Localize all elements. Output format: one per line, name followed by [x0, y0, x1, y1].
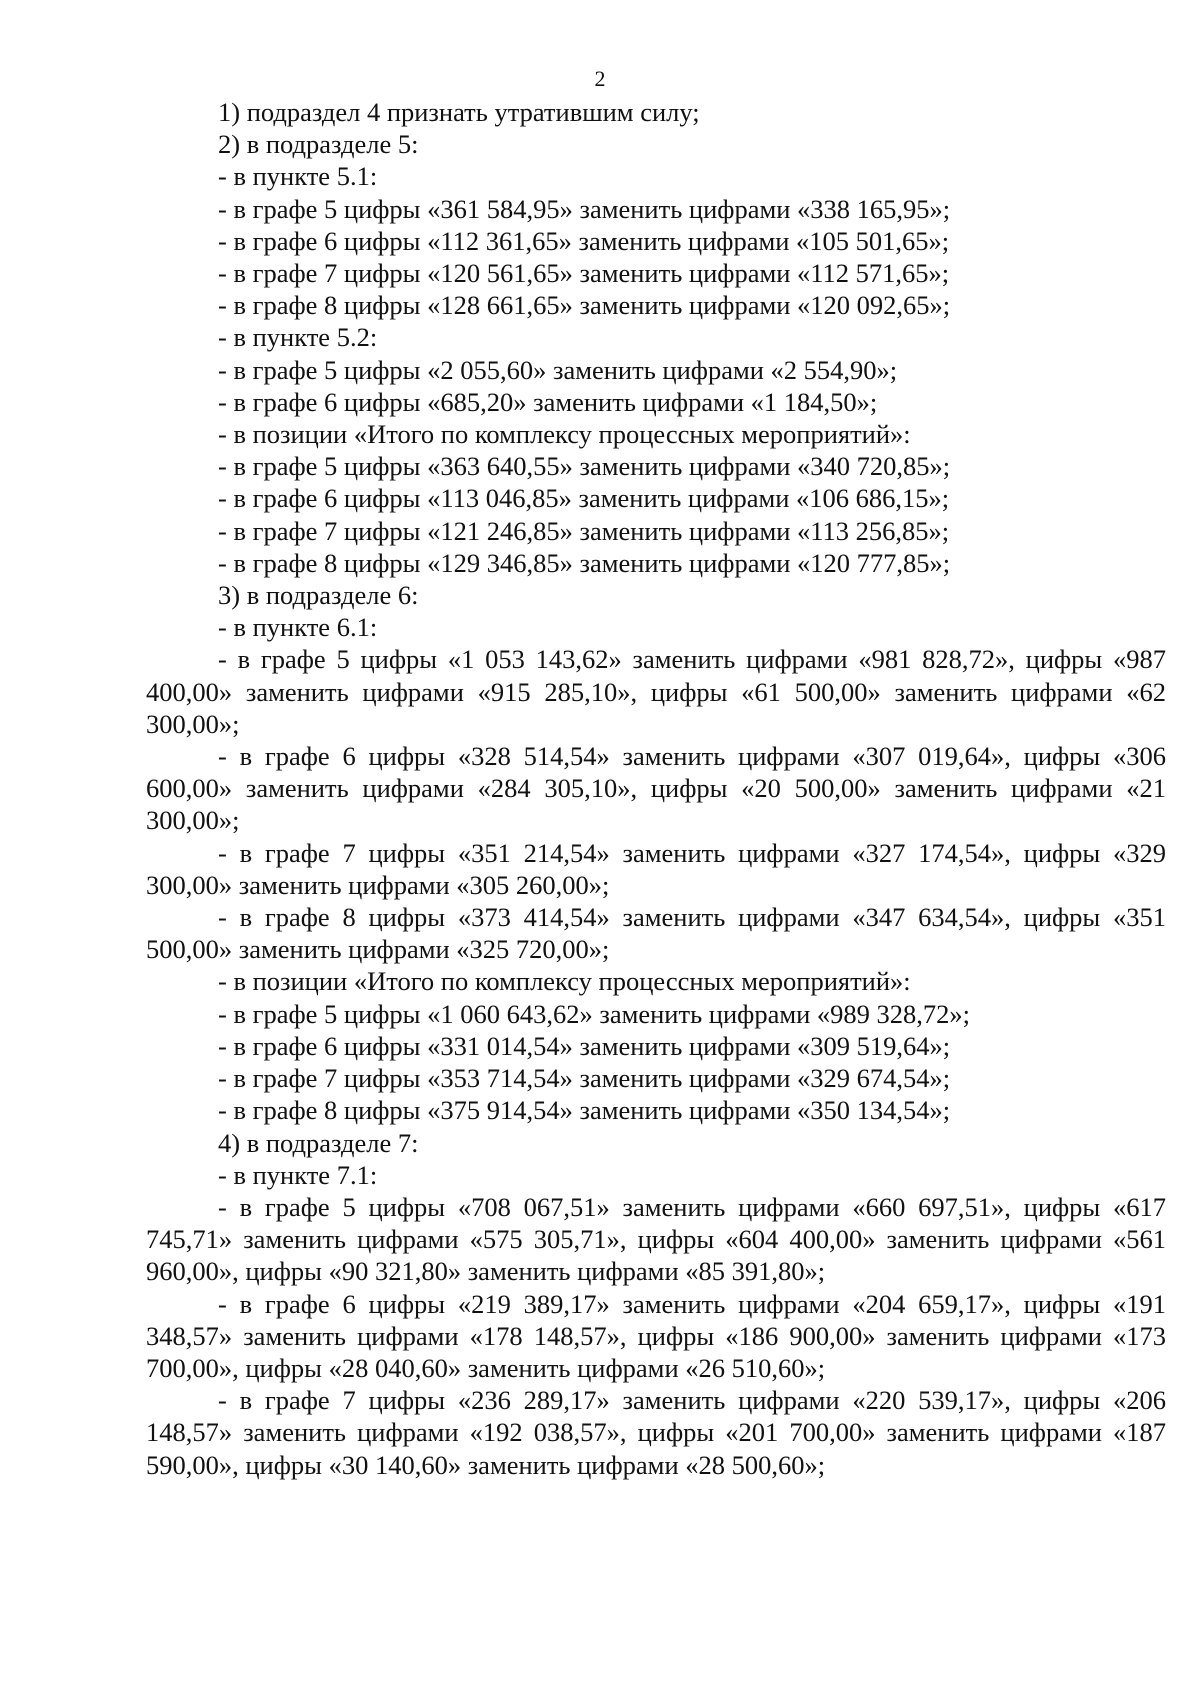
item-2-subsection-5: 2) в подразделе 5: — [218, 129, 419, 160]
clause-6-1-column-5: - в графе 5 цифры «1 053 143,62» заменить цифрами «981 828,72», цифры «987 400,00» заменить цифрами «915 285,10», цифры «61 500,00» заменить цифрами «62 300,00»; — [146, 644, 1166, 739]
clause-7-1-column-6: - в графе 6 цифры «219 389,17» заменить цифрами «204 659,17», цифры «191 348,57» заменить цифрами «178 148,57», цифры «186 900,00» заменить цифрами «173 700,00», цифры «28 040,60» заменить цифрами «26 510,60»; — [146, 1288, 1166, 1383]
total-5-column-8: - в графе 8 цифры «129 346,85» заменить цифрами «120 777,85»; — [218, 547, 951, 578]
clause-5-2-column-6: - в графе 6 цифры «685,20» заменить цифрами «1 184,50»; — [218, 386, 878, 417]
document-body — [146, 96, 1166, 1481]
clause-5-1-column-8: - в графе 8 цифры «128 661,65» заменить цифрами «120 092,65»; — [218, 290, 951, 321]
total-5-column-6: - в графе 6 цифры «113 046,85» заменить цифрами «106 686,15»; — [218, 483, 950, 514]
page-number: 2 — [594, 66, 606, 91]
clause-5-1-column-6: - в графе 6 цифры «112 361,65» заменить цифрами «105 501,65»; — [218, 225, 950, 256]
clause-5-1: - в пункте 5.1: — [218, 161, 378, 192]
total-position-6: - в позиции «Итого по комплексу процессных мероприятий»: — [218, 966, 911, 997]
item-4-subsection-7: 4) в подразделе 7: — [218, 1127, 419, 1158]
clause-6-1: - в пункте 6.1: — [218, 612, 378, 643]
total-6-column-8: - в графе 8 цифры «375 914,54» заменить цифрами «350 134,54»; — [218, 1095, 951, 1126]
clause-5-1-column-7: - в графе 7 цифры «120 561,65» заменить цифрами «112 571,65»; — [218, 258, 950, 289]
clause-6-1-column-7: - в графе 7 цифры «351 214,54» заменить цифрами «327 174,54», цифры «329 300,00» заменить цифрами «305 260,00»; — [146, 837, 1166, 900]
total-6-column-5: - в графе 5 цифры «1 060 643,62» заменить цифрами «989 328,72»; — [218, 998, 971, 1029]
clause-7-1-column-7: - в графе 7 цифры «236 289,17» заменить цифрами «220 539,17», цифры «206 148,57» заменить цифрами «192 038,57», цифры «201 700,00» заменить цифрами «187 590,00», цифры «30 140,60» заменить цифрами «28 500,60»; — [146, 1385, 1166, 1480]
clause-7-1: - в пункте 7.1: — [218, 1159, 378, 1190]
total-5-column-7: - в графе 7 цифры «121 246,85» заменить цифрами «113 256,85»; — [218, 515, 950, 546]
item-1-subsection-4: 1) подраздел 4 признать утратившим силу; — [218, 97, 700, 127]
total-6-column-7: - в графе 7 цифры «353 714,54» заменить цифрами «329 674,54»; — [218, 1063, 951, 1094]
clause-7-1-column-5: - в графе 5 цифры «708 067,51» заменить цифрами «660 697,51», цифры «617 745,71» заменить цифрами «575 305,71», цифры «604 400,00» заменить цифрами «561 960,00», цифры «90 321,80» заменить цифрами «85 391,80»; — [146, 1191, 1166, 1287]
clause-5-2-column-5: - в графе 5 цифры «2 055,60» заменить цифрами «2 554,90»; — [218, 354, 898, 385]
total-5-column-5: - в графе 5 цифры «363 640,55» заменить цифрами «340 720,85»; — [218, 451, 951, 482]
clause-6-1-column-6: - в графе 6 цифры «328 514,54» заменить цифрами «307 019,64», цифры «306 600,00» заменить цифрами «284 305,10», цифры «20 500,00» заменить цифрами «21 300,00»; — [146, 741, 1166, 836]
clause-6-1-column-8: - в графе 8 цифры «373 414,54» заменить цифрами «347 634,54», цифры «351 500,00» заменить цифрами «325 720,00»; — [146, 902, 1166, 965]
clause-5-2: - в пункте 5.2: — [218, 322, 378, 353]
item-3-subsection-6: 3) в подразделе 6: — [218, 580, 419, 611]
total-6-column-6: - в графе 6 цифры «331 014,54» заменить цифрами «309 519,64»; — [218, 1030, 951, 1061]
total-position-5: - в позиции «Итого по комплексу процессных мероприятий»: — [218, 419, 911, 450]
clause-5-1-column-5: - в графе 5 цифры «361 584,95» заменить цифрами «338 165,95»; — [218, 193, 951, 224]
